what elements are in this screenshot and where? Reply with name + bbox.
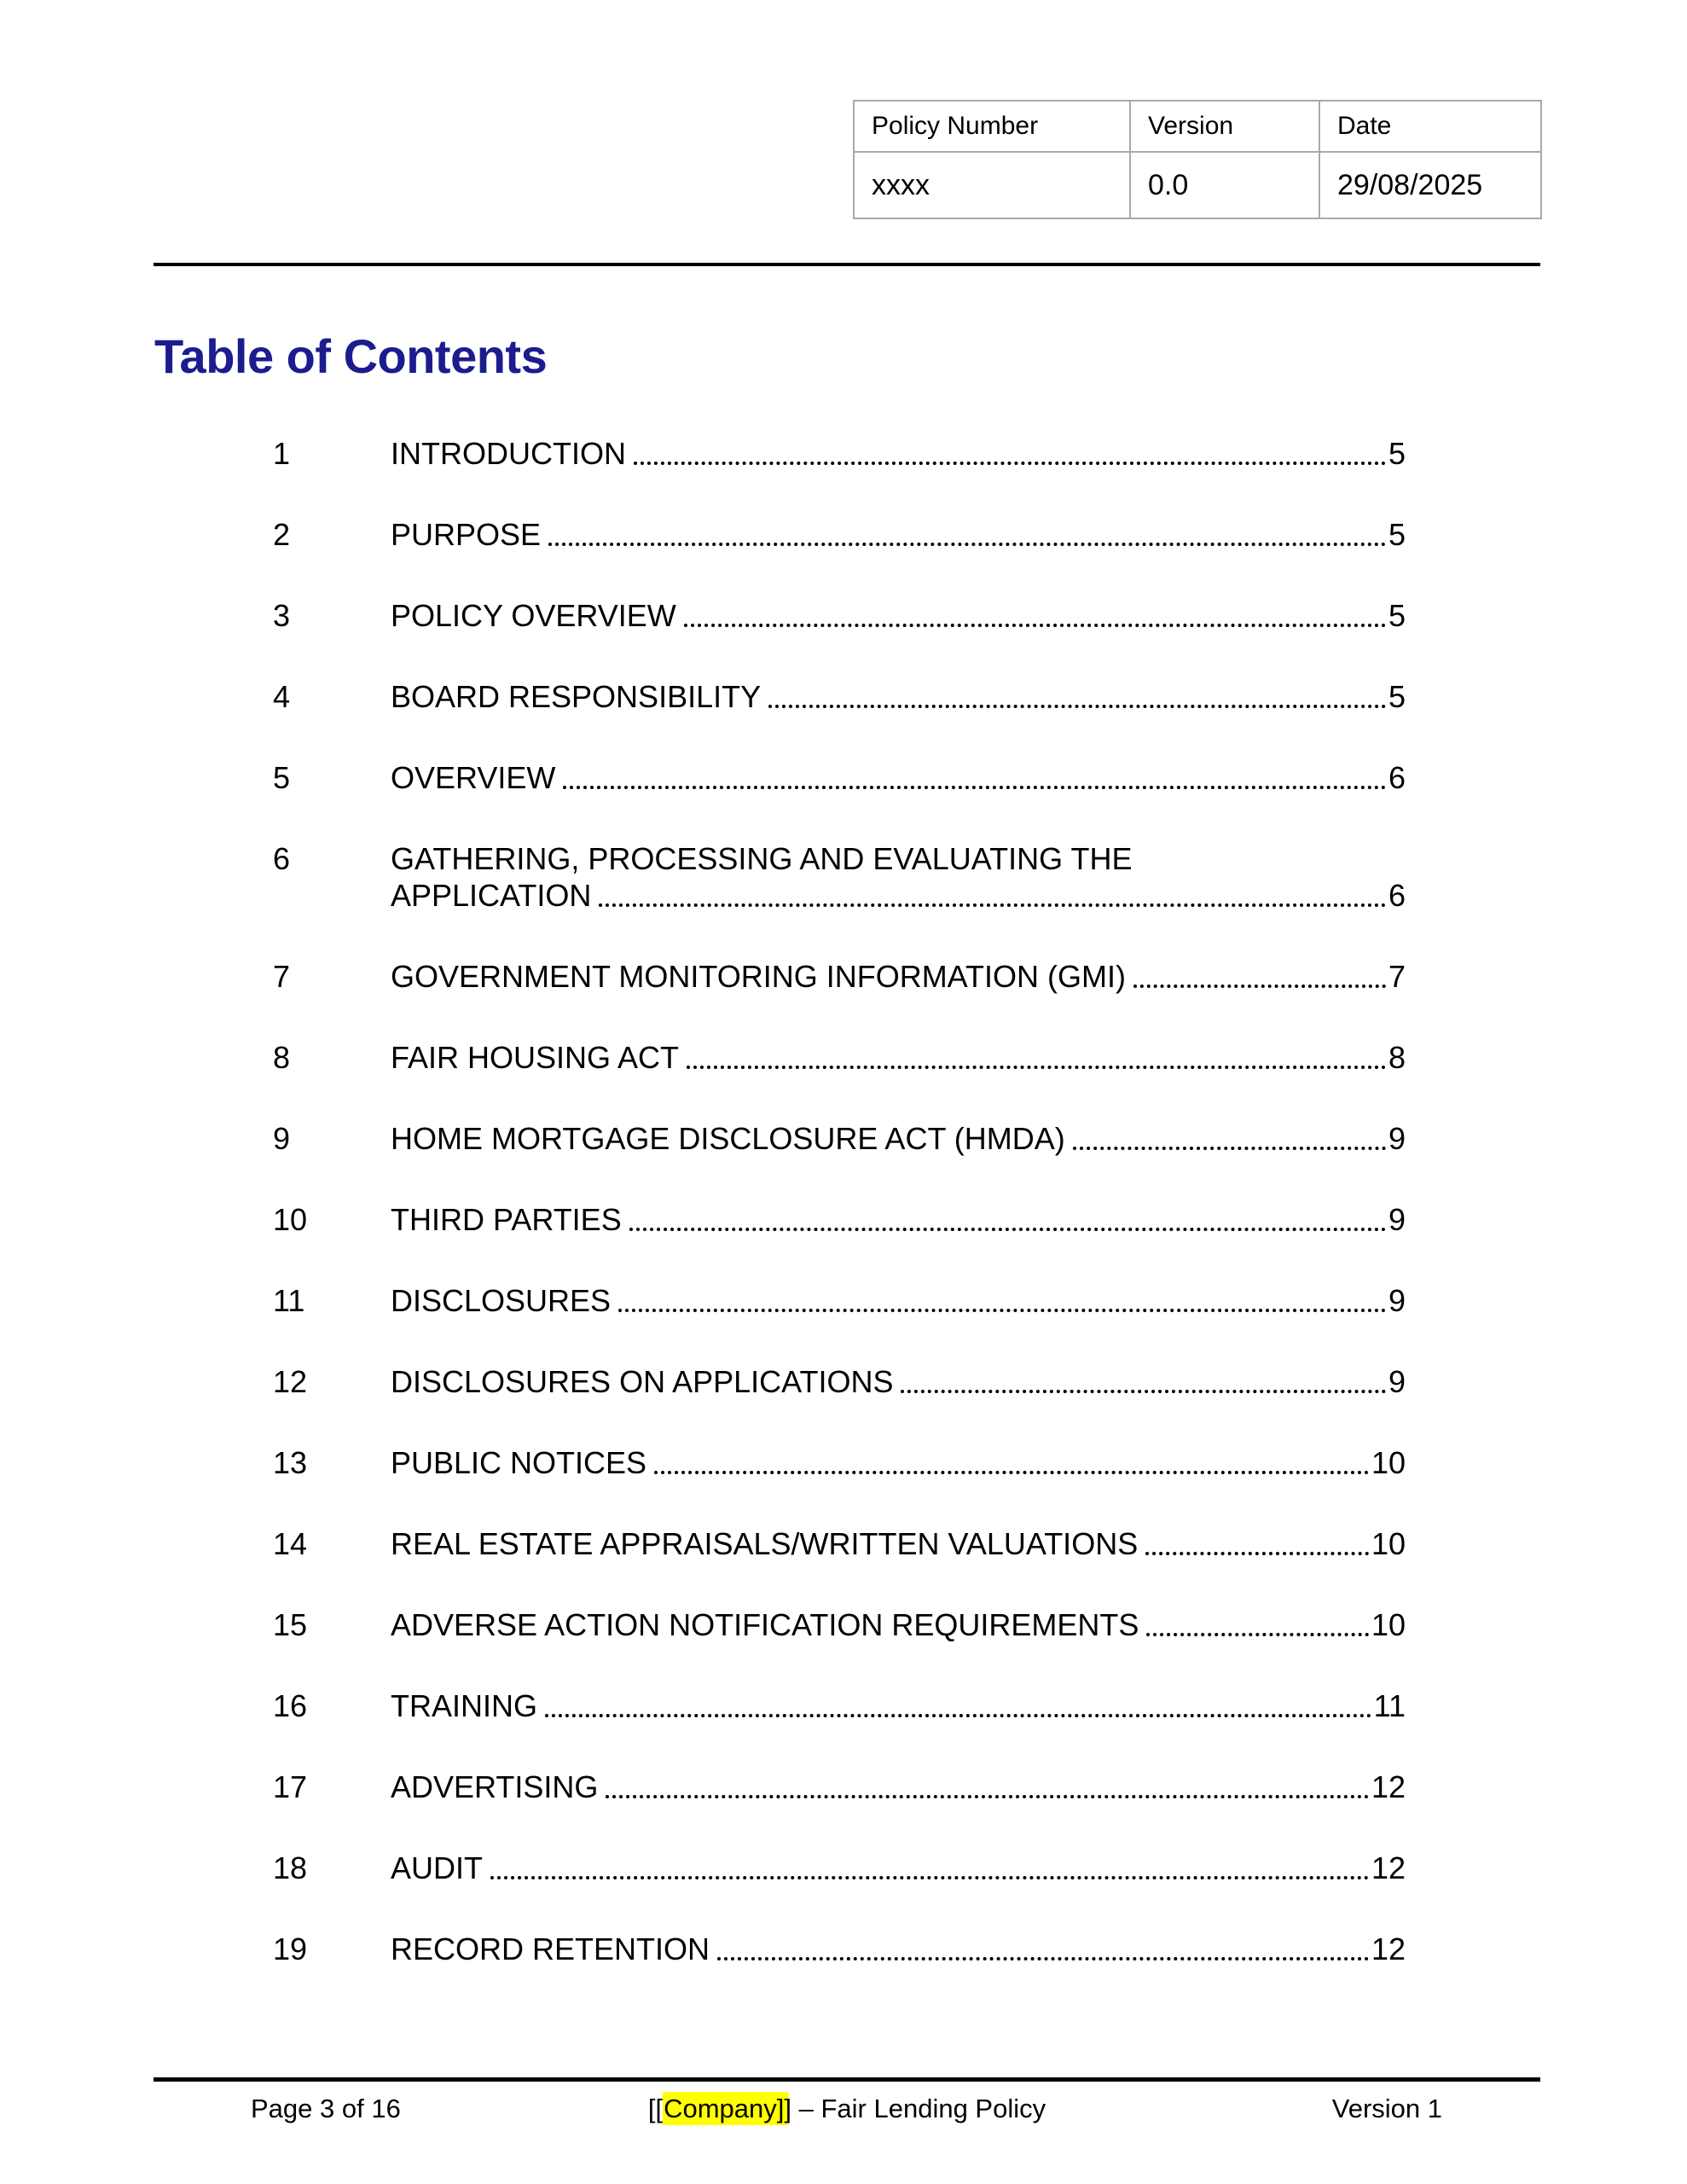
toc-entry: [273, 1933, 1406, 1966]
toc-entry-page: 10: [1371, 1526, 1406, 1561]
toc-dot-leader: [1073, 1147, 1386, 1150]
toc-entry-page: 9: [1388, 1364, 1406, 1399]
toc-entry: [273, 1528, 1406, 1560]
toc-entry: [273, 843, 1406, 875]
toc-entry: [273, 1690, 1406, 1722]
toc-dot-leader: [1145, 1552, 1369, 1555]
toc-dot-leader: [1146, 1633, 1369, 1636]
toc-entry: [273, 1285, 1406, 1317]
toc-entry-number: 13: [273, 1445, 308, 1480]
toc-entry: [273, 1447, 1406, 1479]
toc-dot-leader: [654, 1471, 1369, 1474]
toc-entry-title: FAIR HOUSING ACT: [391, 1040, 680, 1075]
toc-entry-title: OVERVIEW: [391, 760, 556, 795]
toc-entry-continuation: [273, 880, 1406, 912]
toc-entry-number: 5: [273, 760, 291, 795]
toc-entry-page: 10: [1371, 1607, 1406, 1642]
toc-entry-number: 7: [273, 959, 291, 994]
toc-entry-page: 9: [1388, 1283, 1406, 1318]
footer-bracket-prefix: [[: [647, 2094, 664, 2123]
toc-entry-page: 12: [1371, 1931, 1406, 1966]
toc-entry-title: HOME MORTGAGE DISCLOSURE ACT (HMDA): [391, 1121, 1065, 1156]
toc-entry: [273, 519, 1406, 551]
toc-entry-title: POLICY OVERVIEW: [391, 598, 676, 633]
toc-entry-number: 11: [273, 1283, 305, 1318]
policy-number-value: xxxx: [854, 152, 1130, 218]
toc-entry-page: 9: [1388, 1202, 1406, 1237]
footer-document-title: [648, 2092, 1046, 2126]
toc-entry: [273, 1042, 1406, 1074]
toc-entry-title-line1: GATHERING, PROCESSING AND EVALUATING THE: [391, 841, 1133, 876]
toc-entry: [273, 961, 1406, 993]
version-value: 0.0: [1130, 152, 1319, 218]
company-placeholder-highlight: Company: [663, 2092, 789, 2125]
toc-entry-number: 6: [273, 841, 291, 876]
toc-entry: [273, 762, 1406, 794]
header-rule: [154, 263, 1540, 266]
toc-entry-title: ADVERTISING: [391, 1769, 599, 1804]
policy-header-row: [854, 101, 1541, 152]
toc-entry: [273, 1123, 1406, 1155]
toc-entry-page: 5: [1388, 679, 1406, 714]
footer-rule: [154, 2077, 1540, 2082]
toc-dot-leader: [687, 1066, 1386, 1069]
date-header: Date: [1319, 101, 1541, 152]
toc-entry: [273, 1366, 1406, 1398]
toc-entry-number: 17: [273, 1769, 308, 1804]
toc-entry-title: RECORD RETENTION: [391, 1931, 710, 1966]
toc-entry-title: BOARD RESPONSIBILITY: [391, 679, 762, 714]
toc-entry-number: 8: [273, 1040, 291, 1075]
toc-entry-number: 1: [273, 436, 291, 471]
toc-entry-number: 10: [273, 1202, 308, 1237]
toc-entry: [273, 1204, 1406, 1236]
footer-title-suffix: ]] – Fair Lending Policy: [776, 2094, 1046, 2123]
toc-entry-page: 8: [1388, 1040, 1406, 1075]
toc-entry-number: 19: [273, 1931, 308, 1966]
toc-entry: [273, 438, 1406, 470]
toc-dot-leader: [684, 624, 1386, 627]
toc-dot-leader: [768, 705, 1386, 708]
toc-entry-title: THIRD PARTIES: [391, 1202, 622, 1237]
toc-dot-leader: [606, 1795, 1369, 1798]
toc-dot-leader: [717, 1957, 1369, 1960]
toc-entry-number: 12: [273, 1364, 308, 1399]
policy-value-row: [854, 152, 1541, 218]
toc-dot-leader: [901, 1390, 1385, 1393]
toc-entry-number: 18: [273, 1850, 308, 1885]
toc-entry: [273, 600, 1406, 632]
toc-entry-page: 12: [1371, 1850, 1406, 1885]
toc-dot-leader: [548, 543, 1386, 546]
toc-entry-page: 11: [1373, 1688, 1406, 1723]
footer-page-info: Page 3 of 16: [251, 2094, 401, 2123]
toc-entry-number: 16: [273, 1688, 308, 1723]
toc-entry-page: 5: [1388, 598, 1406, 633]
version-header: Version: [1130, 101, 1319, 152]
toc-entry-page: 7: [1388, 959, 1406, 994]
toc-entry-page: 5: [1388, 517, 1406, 552]
toc-entry-title: PUBLIC NOTICES: [391, 1445, 647, 1480]
date-value: 29/08/2025: [1319, 152, 1541, 218]
toc-dot-leader: [563, 786, 1386, 789]
footer-version: Version 1: [1331, 2094, 1442, 2123]
policy-number-header: Policy Number: [854, 101, 1130, 152]
toc-entry-title: ADVERSE ACTION NOTIFICATION REQUIREMENTS: [391, 1607, 1139, 1642]
toc-entry-page: 9: [1388, 1121, 1406, 1156]
toc-entry: [273, 1609, 1406, 1641]
toc-entry: [273, 681, 1406, 713]
toc-dot-leader: [1133, 985, 1386, 988]
toc-entry-number: 2: [273, 517, 291, 552]
toc-entry-number: 4: [273, 679, 291, 714]
toc-dot-leader: [634, 462, 1386, 465]
toc-entry-page: 10: [1371, 1445, 1406, 1480]
toc-entry-title: DISCLOSURES: [391, 1283, 612, 1318]
toc-entry-number: 14: [273, 1526, 308, 1561]
toc-entry-title: INTRODUCTION: [391, 436, 626, 471]
toc-entry-title: GOVERNMENT MONITORING INFORMATION (GMI): [391, 959, 1126, 994]
toc-entry-number: 15: [273, 1607, 308, 1642]
toc-dot-leader: [599, 903, 1386, 907]
toc-entry-title: AUDIT: [391, 1850, 483, 1885]
toc-entry: [273, 1771, 1406, 1804]
toc-dot-leader: [545, 1714, 1371, 1717]
page-title: Table of Contents: [154, 329, 548, 383]
toc-dot-leader: [629, 1228, 1386, 1231]
toc-entry-title: TRAINING: [391, 1688, 538, 1723]
toc-dot-leader: [618, 1309, 1386, 1312]
toc-entry-page: 6: [1388, 878, 1406, 913]
toc-entry-title: PURPOSE: [391, 517, 542, 552]
toc-entry-page: 12: [1371, 1769, 1406, 1804]
toc-entry-title: REAL ESTATE APPRAISALS/WRITTEN VALUATIONS: [391, 1526, 1139, 1561]
toc-entry: [273, 1852, 1406, 1885]
toc-entry-title: DISCLOSURES ON APPLICATIONS: [391, 1364, 894, 1399]
toc-entry-page: 6: [1388, 760, 1406, 795]
toc-entry-number: 9: [273, 1121, 291, 1156]
page-footer: [154, 2092, 1540, 2129]
toc-entry-page: 5: [1388, 436, 1406, 471]
toc-entry-number: 3: [273, 598, 291, 633]
toc-dot-leader: [490, 1876, 1369, 1879]
table-of-contents: [273, 438, 1406, 2014]
policy-header-table: [853, 100, 1542, 219]
toc-entry-title-line2: APPLICATION: [391, 878, 592, 913]
